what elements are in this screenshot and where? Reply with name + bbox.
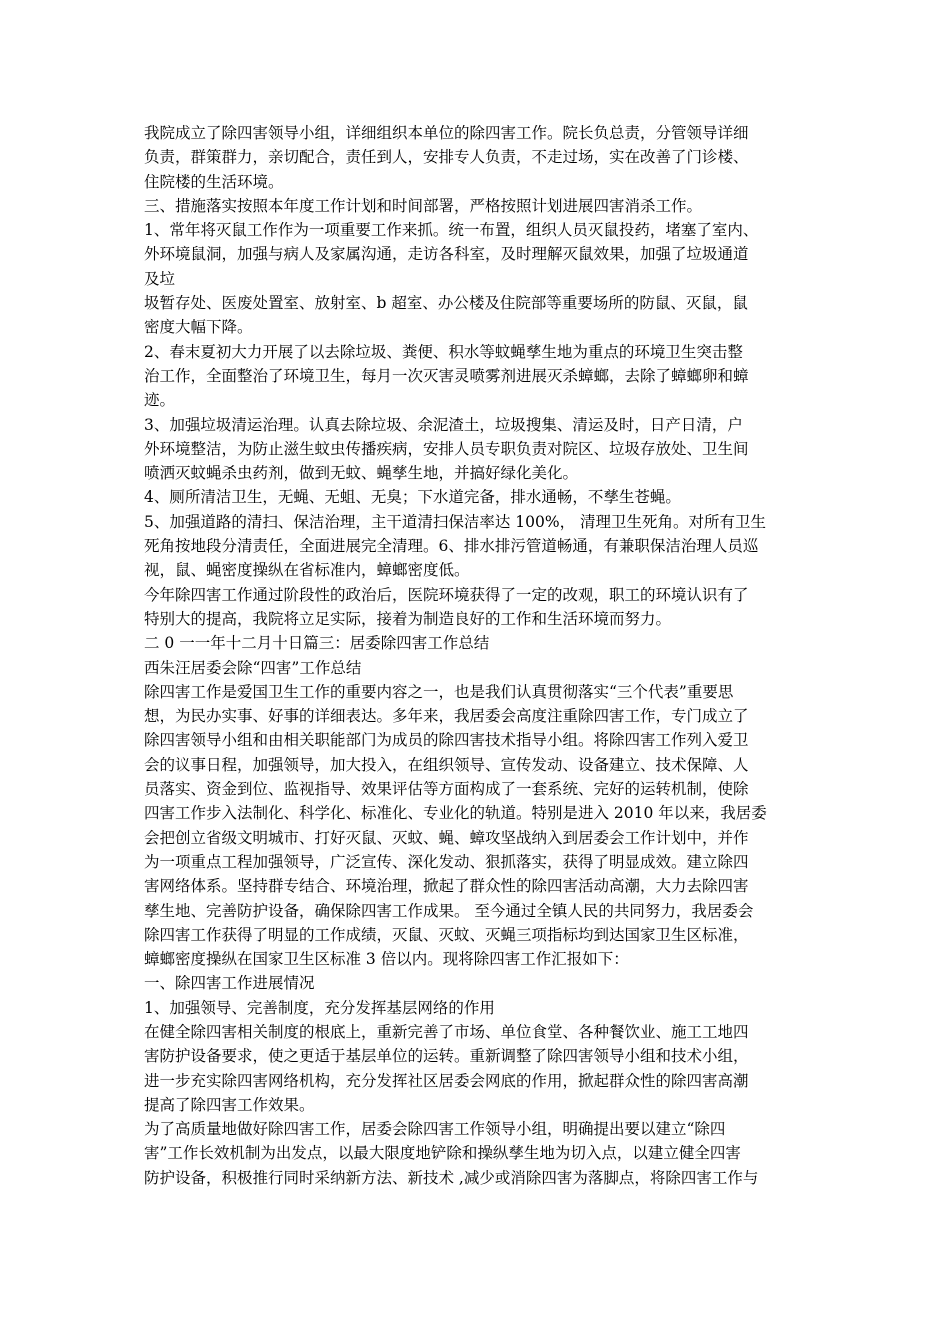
text-line: 蟑螂密度操纵在国家卫生区标准 3 倍以内。现将除四害工作汇报如下： <box>144 950 629 969</box>
text-line: 密度大幅下降。 <box>144 318 253 337</box>
text-line: 负责，群策群力，亲切配合，责任到人，安排专人负责，不走过场，实在改善了门诊楼、 <box>144 148 749 167</box>
text-line: 害网络体系。坚持群专结合、环境治理，掀起了群众性的除四害活动高潮，大力去除四害 <box>144 877 749 896</box>
text-line: 会把创立省级文明城市、打好灭鼠、灭蚊、蝇、蟑攻坚战纳入到居委会工作计划中，并作 <box>144 828 749 847</box>
text-line: 外环境鼠洞，加强与病人及家属沟通，走访各科室，及时理解灭鼠效果，加强了垃圾通道 <box>144 245 749 264</box>
text-line: 在健全除四害相关制度的根底上，重新完善了市场、单位食堂、各种餐饮业、施工工地四 <box>144 1022 749 1041</box>
text-line: 二 0 一一年十二月十日篇三：居委除四害工作总结 <box>144 634 490 653</box>
text-line: 迹。 <box>144 391 176 410</box>
text-line: 一、除四害工作进展情况 <box>144 974 315 993</box>
text-line: 1、加强领导、完善制度，充分发挥基层网络的作用 <box>144 998 495 1017</box>
text-line: 防护设备，积极推行同时采纳新方法、新技术 ,减少或消除四害为落脚点，将除四害工作与 <box>144 1168 759 1187</box>
text-line: 除四害工作是爱国卫生工作的重要内容之一，也是我们认真贯彻落实“三个代表”重要思 <box>144 682 734 701</box>
text-line: 三、措施落实按照本年度工作计划和时间部署，严格按照计划进展四害消杀工作。 <box>144 196 703 215</box>
text-line: 孳生地、完善防护设备，确保除四害工作成果。 至今通过全镇人民的共同努力，我居委会 <box>144 901 754 920</box>
text-line: 视，鼠、蝇密度操纵在省标准内，蟑螂密度低。 <box>144 561 470 580</box>
text-line: 特别大的提高，我院将立足实际，接着为制造良好的工作和生活环境而努力。 <box>144 609 672 628</box>
text-line: 想，为民办实事、好事的详细表达。多年来，我居委会高度注重除四害工作，专门成立了 <box>144 707 749 726</box>
text-line: 外环境整洁，为防止滋生蚊虫传播疾病，安排人员专职负责对院区、垃圾存放处、卫生间 <box>144 439 749 458</box>
text-line: 住院楼的生活环境。 <box>144 172 284 191</box>
text-line: 为一项重点工程加强领导，广泛宣传、深化发动、狠抓落实，获得了明显成效。建立除四 <box>144 852 749 871</box>
text-line: 死角按地段分清责任，全面进展完全清理。6、排水排污管道畅通，有兼职保洁治理人员巡 <box>144 537 759 556</box>
text-line: 为了高质量地做好除四害工作，居委会除四害工作领导小组，明确提出要以建立“除四 <box>144 1120 726 1139</box>
text-line: 四害工作步入法制化、科学化、标准化、专业化的轨道。特别是进入 2010 年以来，我居委 <box>144 804 767 823</box>
document-body <box>144 121 824 1190</box>
text-line: 5、加强道路的清扫、保洁治理，主干道清扫保洁率达 100%， 清理卫生死角。对所有卫生 <box>144 512 767 531</box>
text-line: 西朱汪居委会除“四害”工作总结 <box>144 658 362 677</box>
text-line: 员落实、资金到位、监视指导、效果评估等方面构成了一套系统、完好的运转机制，使除 <box>144 780 749 799</box>
text-line: 治工作，全面整治了环境卫生，每月一次灭害灵喷雾剂进展灭杀蟑螂，去除了蟑螂卵和蟑 <box>144 366 749 385</box>
text-line: 1、常年将灭鼠工作作为一项重要工作来抓。统一布置，组织人员灭鼠投药，堵塞了室内、 <box>144 221 759 240</box>
text-line: 害”工作长效机制为出发点，以最大限度地铲除和操纵孳生地为切入点，以建立健全四害 <box>144 1144 741 1163</box>
text-line: 2、春末夏初大力开展了以去除垃圾、粪便、积水等蚊蝇孳生地为重点的环境卫生突击整 <box>144 342 743 361</box>
text-line: 提高了除四害工作效果。 <box>144 1095 315 1114</box>
text-line: 圾暂存处、医废处置室、放射室、b 超室、办公楼及住院部等重要场所的防鼠、灭鼠，鼠 <box>144 294 748 313</box>
text-line: 进一步充实除四害网络机构，充分发挥社区居委会网底的作用，掀起群众性的除四害高潮 <box>144 1071 749 1090</box>
text-line: 及垃 <box>144 269 176 288</box>
text-line: 害防护设备要求，使之更适于基层单位的运转。重新调整了除四害领导小组和技术小组， <box>144 1047 749 1066</box>
text-line: 除四害工作获得了明显的工作成绩，灭鼠、灭蚊、灭蝇三项指标均到达国家卫生区标准， <box>144 925 749 944</box>
text-line: 会的议事日程，加强领导，加大投入，在组织领导、宣传发动、设备建立、技术保障、人 <box>144 755 749 774</box>
text-line: 4、厕所清洁卫生，无蝇、无蛆、无臭；下水道完备，排水通畅，不孳生苍蝇。 <box>144 488 681 507</box>
text-line: 今年除四害工作通过阶段性的政治后，医院环境获得了一定的改观，职工的环境认识有了 <box>144 585 749 604</box>
text-line: 我院成立了除四害领导小组，详细组织本单位的除四害工作。院长负总责，分管领导详细 <box>144 124 749 142</box>
text-line: 3、加强垃圾清运治理。认真去除垃圾、余泥渣土，垃圾搜集、清运及时，日产日清，户 <box>144 415 743 434</box>
text-line: 除四害领导小组和由相关职能部门为成员的除四害技术指导小组。将除四害工作列入爱卫 <box>144 731 749 750</box>
text-line: 喷洒灭蚊蝇杀虫药剂，做到无蚊、蝇孳生地，并搞好绿化美化。 <box>144 464 579 483</box>
